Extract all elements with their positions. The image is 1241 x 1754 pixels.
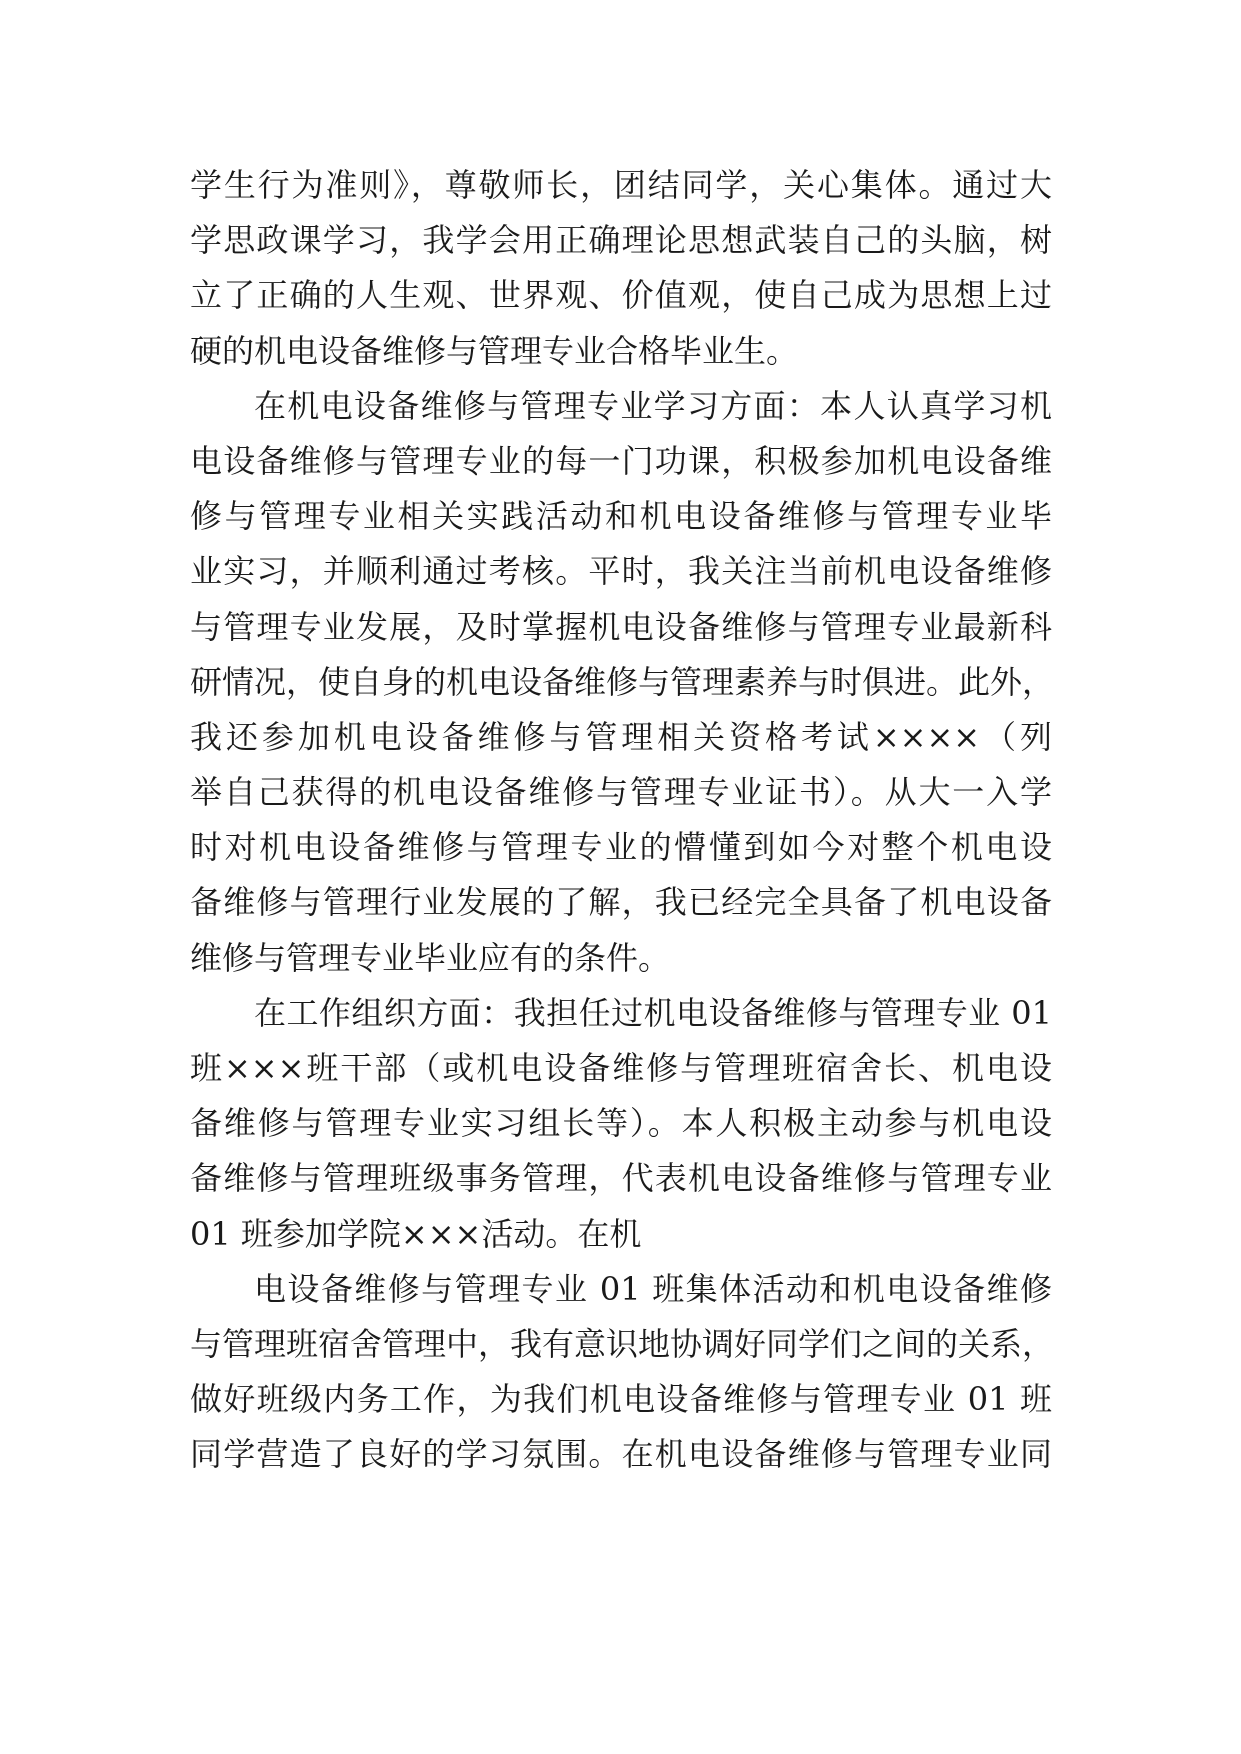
text-line: 学思政课学习，我学会用正确理论思想武装自己的头脑，树 [190,221,1052,260]
paragraph [190,379,1055,986]
text-line: 做好班级内务工作，为我们机电设备维修与管理专业 01 班 [190,1380,1052,1419]
document-body [190,158,1055,1483]
text-line: 电设备维修与管理专业的每一门功课，积极参加机电设备维 [190,441,1052,480]
paragraph [190,158,1052,379]
text-line: 研情况，使自身的机电设备维修与管理素养与时俱进。此外， [190,662,1055,701]
text-line: 在机电设备维修与管理专业学习方面：本人认真学习机 [254,386,1052,425]
text-line: 立了正确的人生观、世界观、价值观，使自己成为思想上过 [190,276,1052,315]
text-line: 备维修与管理行业发展的了解，我已经完全具备了机电设备 [190,883,1052,922]
text-line: 业实习，并顺利通过考核。平时，我关注当前机电设备维修 [190,552,1052,591]
text-line: 举自己获得的机电设备维修与管理专业证书）。从大一入学 [190,773,1052,812]
paragraph [190,986,1052,1262]
text-line: 维修与管理专业毕业应有的条件。 [190,938,671,977]
text-line: 备维修与管理专业实习组长等）。本人积极主动参与机电设 [190,1104,1052,1143]
text-line: 时对机电设备维修与管理专业的懵懂到如今对整个机电设 [190,828,1052,867]
text-line: 硬的机电设备维修与管理专业合格毕业生。 [190,331,799,370]
text-line: 与管理班宿舍管理中，我有意识地协调好同学们之间的关系， [190,1324,1055,1363]
text-line: 电设备维修与管理专业 01 班集体活动和机电设备维修 [254,1269,1052,1308]
text-line: 班×××班干部（或机电设备维修与管理班宿舍长、机电设 [190,1049,1052,1087]
text-line: 学生行为准则》，尊敬师长，团结同学，关心集体。通过大 [190,166,1052,204]
text-line: 与管理专业发展，及时掌握机电设备维修与管理专业最新科 [190,607,1052,646]
text-line: 备维修与管理班级事务管理，代表机电设备维修与管理专业 [190,1159,1052,1198]
text-line: 01 班参加学院×××活动。在机 [190,1214,642,1253]
text-line: 我还参加机电设备维修与管理相关资格考试××××（列 [190,717,1052,756]
paragraph [190,1262,1055,1483]
text-line: 在工作组织方面：我担任过机电设备维修与管理专业 01 [254,993,1052,1032]
text-line: 修与管理专业相关实践活动和机电设备维修与管理专业毕 [190,497,1052,536]
text-line: 同学营造了良好的学习氛围。在机电设备维修与管理专业同 [190,1435,1052,1474]
